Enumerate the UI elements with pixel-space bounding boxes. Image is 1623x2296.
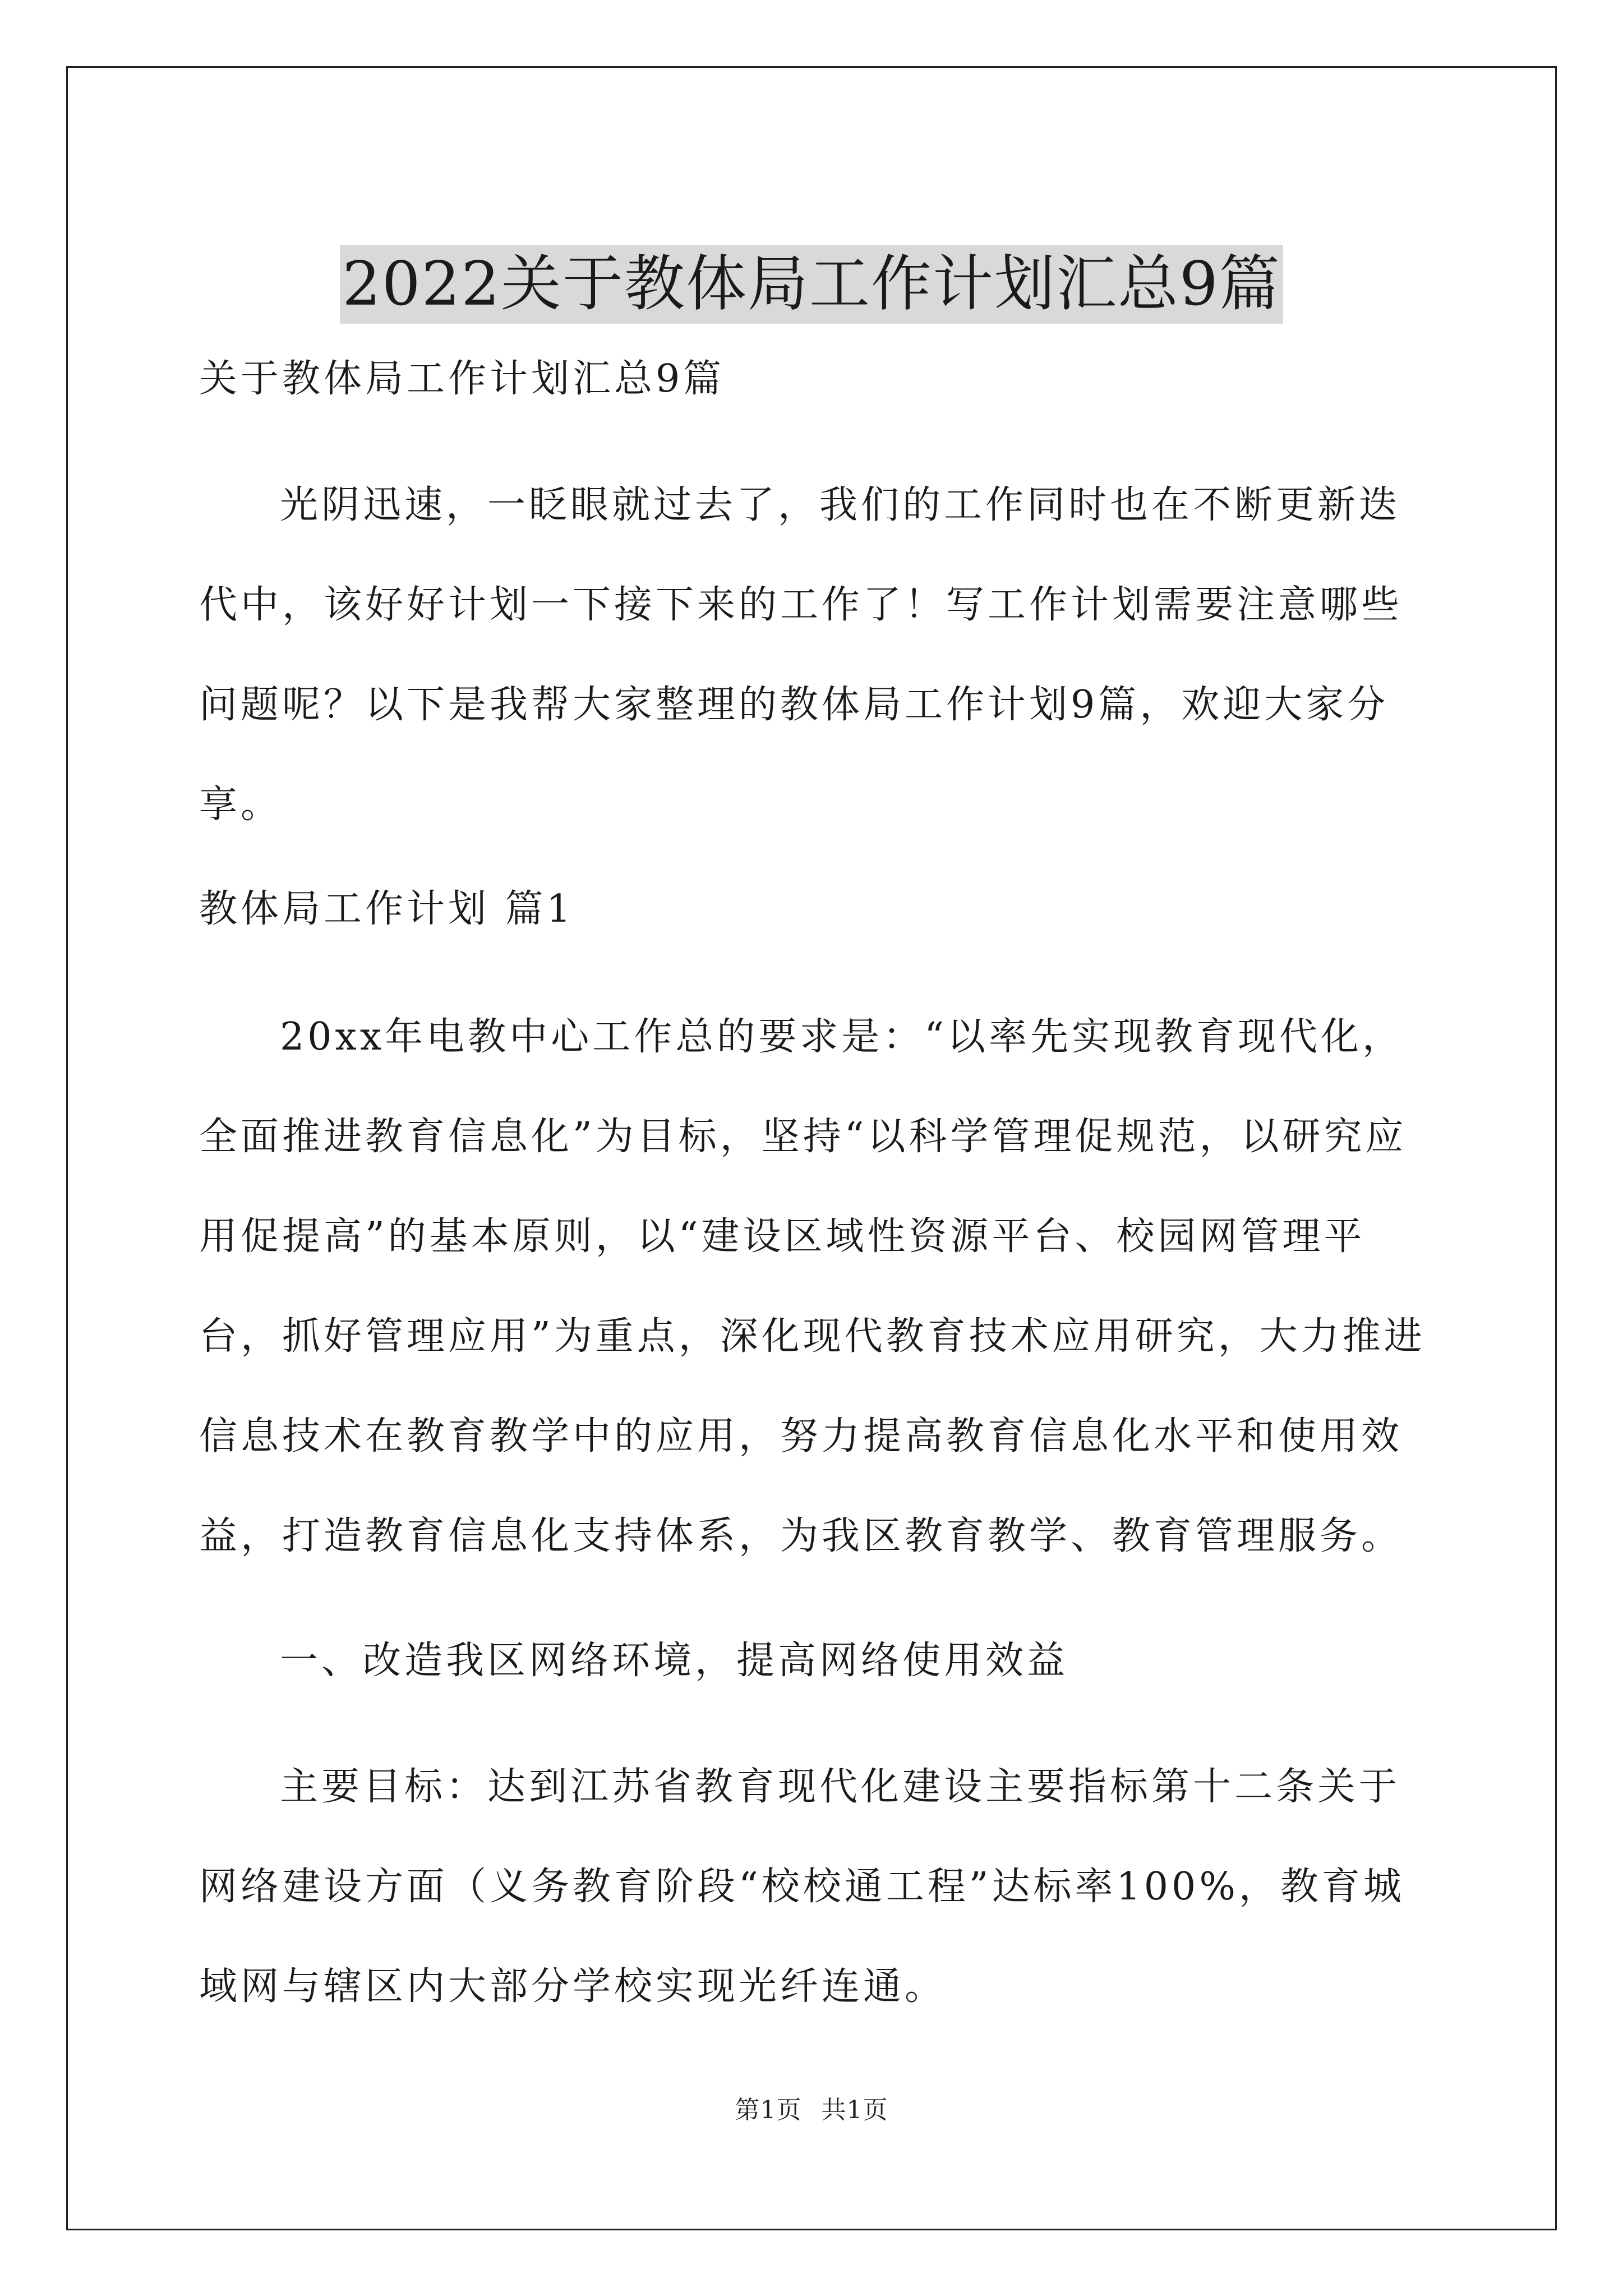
document-subtitle: 关于教体局工作计划汇总9篇: [199, 357, 725, 401]
section-heading: 教体局工作计划 篇1: [199, 887, 574, 931]
intro-paragraph: 光阴迅速，一眨眼就过去了，我们的工作同时也在不断更新迭代中，该好好计划一下接下来的工作了！写工作计划需要注意哪些问题呢？以下是我帮大家整理的教体局工作计划9篇，欢迎大家分享。: [199, 483, 1403, 827]
page-number: 第1页: [735, 2096, 802, 2124]
page-total: 共1页: [821, 2096, 888, 2124]
document-title: 2022关于教体局工作计划汇总9篇: [340, 245, 1283, 324]
page-footer: [0, 2090, 1623, 2125]
title-container: [0, 205, 1623, 365]
item-heading: 一、改造我区网络环境，提高网络使用效益: [280, 1639, 1069, 1683]
body-paragraph-1: 20xx年电教中心工作总的要求是：“以率先实现教育现代化，全面推进教育信息化”为目标，坚持“以科学管理促规范，以研究应用促提高”的基本原则，以“建设区域性资源平台、校园网管理平台，抓好管理应用”为重点，深化现代教育技术应用研究，大力推进信息技术在教育教学中的应用，努力提高教育信息化水平和使用效益，打造教育信息化支持体系，为我区教育教学、教育管理服务。: [199, 1015, 1426, 1558]
body-paragraph-2: 主要目标：达到江苏省教育现代化建设主要指标第十二条关于网络建设方面（义务教育阶段“校校通工程”达标率100%，教育城域网与辖区内大部分学校实现光纤连通。: [199, 1765, 1405, 2009]
